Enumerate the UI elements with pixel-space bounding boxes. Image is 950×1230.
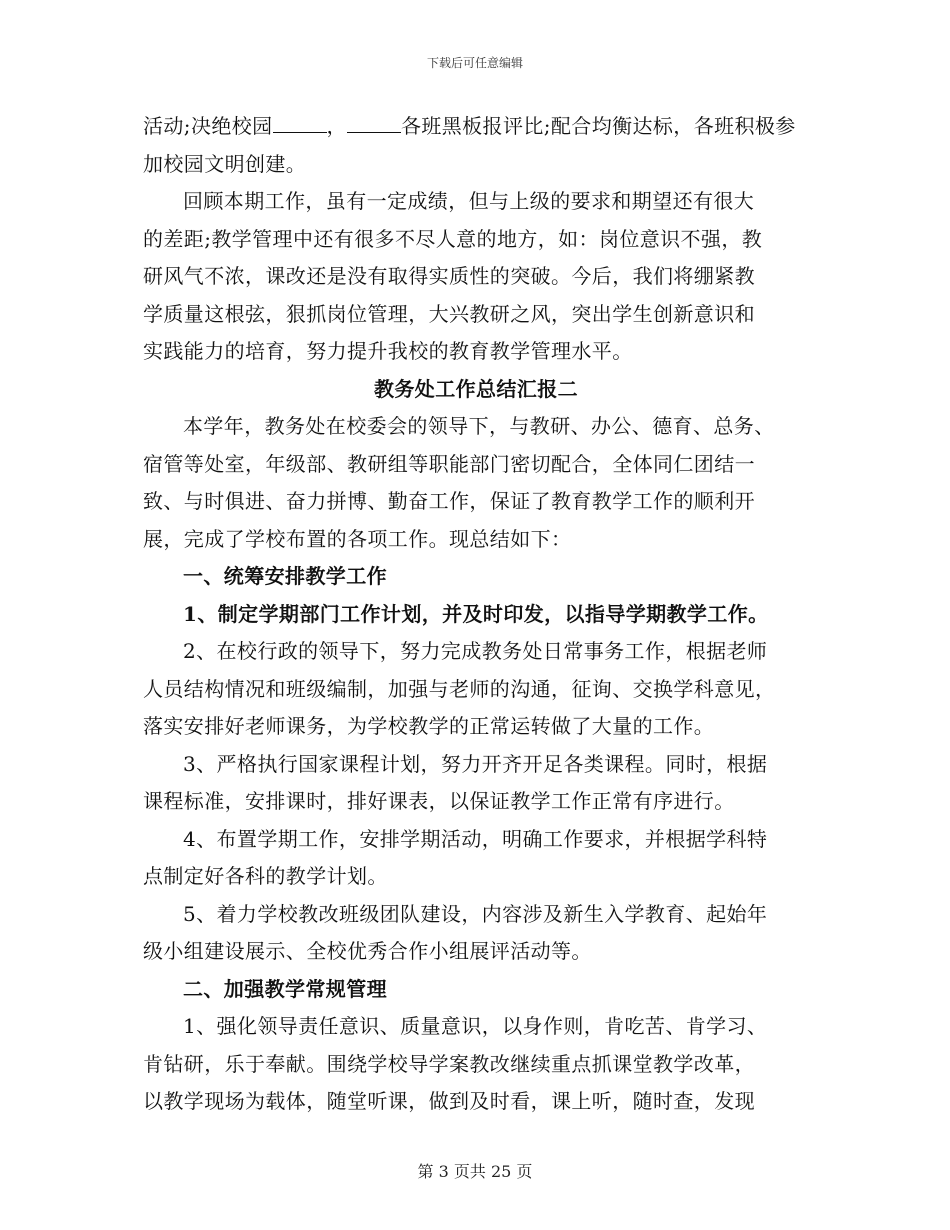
list-item-5-line: 级小组建设展示、全校优秀合作小组展评活动等。 bbox=[143, 939, 592, 963]
paragraph-2-line: 学质量这根弦，狠抓岗位管理，大兴教研之风，突出学生创新意识和 bbox=[143, 301, 755, 326]
paragraph-2-line: 研风气不浓，课改还是没有取得实质性的突破。今后，我们将绷紧教 bbox=[143, 264, 755, 288]
paragraph-3-line: 宿管等处室，年级部、教研组等职能部门密切配合，全体同仁团结一 bbox=[143, 451, 755, 476]
list-item-4-line: 点制定好各科的教学计划。 bbox=[143, 864, 388, 888]
list-item-3-line: 课程标准，安排课时，排好课表，以保证教学工作正常有序进行。 bbox=[143, 789, 735, 813]
paragraph-2-line: 的差距;教学管理中还有很多不尽人意的地方，如：岗位意识不强，教 bbox=[143, 226, 763, 251]
section-title: 教务处工作总结汇报二 bbox=[374, 376, 578, 401]
fill-in-blank bbox=[273, 108, 327, 133]
paragraph-3-line: 致、与时俱进、奋力拼博、勤奋工作，保证了教育教学工作的顺利开 bbox=[143, 489, 755, 513]
list-item-3-line: 3、严格执行国家课程计划，努力开齐开足各类课程。同时，根据 bbox=[183, 751, 768, 776]
list-item-1: 1、制定学期部门工作计划，并及时印发，以指导学期教学工作。 bbox=[183, 601, 769, 626]
list-item-6-line: 肯钻研，乐于奉献。围绕学校导学案教改继续重点抓课堂教学改革， bbox=[143, 1051, 755, 1076]
list-item-5-line: 5、着力学校教改班级团队建设，内容涉及新生入学教育、起始年 bbox=[183, 901, 768, 926]
heading-2: 二、加强教学常规管理 bbox=[183, 976, 387, 1001]
fill-in-blank bbox=[347, 108, 401, 133]
paragraph-2-line: 实践能力的培育，努力提升我校的教育教学管理水平。 bbox=[143, 339, 633, 363]
text-run: 活动;决绝校园 bbox=[143, 114, 273, 138]
list-item-2-line: 落实安排好老师课务，为学校教学的正常运转做了大量的工作。 bbox=[143, 714, 715, 738]
list-item-2-line: 2、在校行政的领导下，努力完成教务处日常事务工作，根据老师 bbox=[183, 639, 768, 663]
document-body bbox=[143, 108, 809, 1121]
paragraph-3-line: 本学年，教务处在校委会的领导下，与教研、办公、德育、总务、 bbox=[183, 414, 775, 438]
page-footer: 第 3 页共 25 页 bbox=[417, 1162, 533, 1181]
text-run: 各班黑板报评比;配合均衡达标，各班积极参 bbox=[400, 114, 796, 138]
text-run: ， bbox=[326, 114, 347, 138]
paragraph-3-line: 展，完成了学校布置的各项工作。现总结如下： bbox=[143, 526, 572, 551]
list-item-4-line: 4、布置学期工作，安排学期活动，明确工作要求，并根据学科特 bbox=[183, 826, 768, 851]
list-item-6-line: 以教学现场为载体，随堂听课，做到及时看，课上听，随时查，发现 bbox=[143, 1089, 755, 1113]
paragraph-2-line: 回顾本期工作，虽有一定成绩，但与上级的要求和期望还有很大 bbox=[183, 189, 755, 213]
page-header: 下载后可任意编辑 bbox=[426, 56, 523, 70]
list-item-2-line: 人员结构情况和班级编制，加强与老师的沟通，征询、交换学科意见， bbox=[143, 676, 776, 701]
heading-1: 一、统筹安排教学工作 bbox=[183, 564, 387, 588]
paragraph-1-line-1 bbox=[143, 108, 809, 146]
list-item-6-line: 1、强化领导责任意识、质量意识，以身作则，肯吃苦、肯学习、 bbox=[183, 1014, 768, 1038]
paragraph-1-line-2: 加校园文明创建。 bbox=[143, 151, 307, 176]
